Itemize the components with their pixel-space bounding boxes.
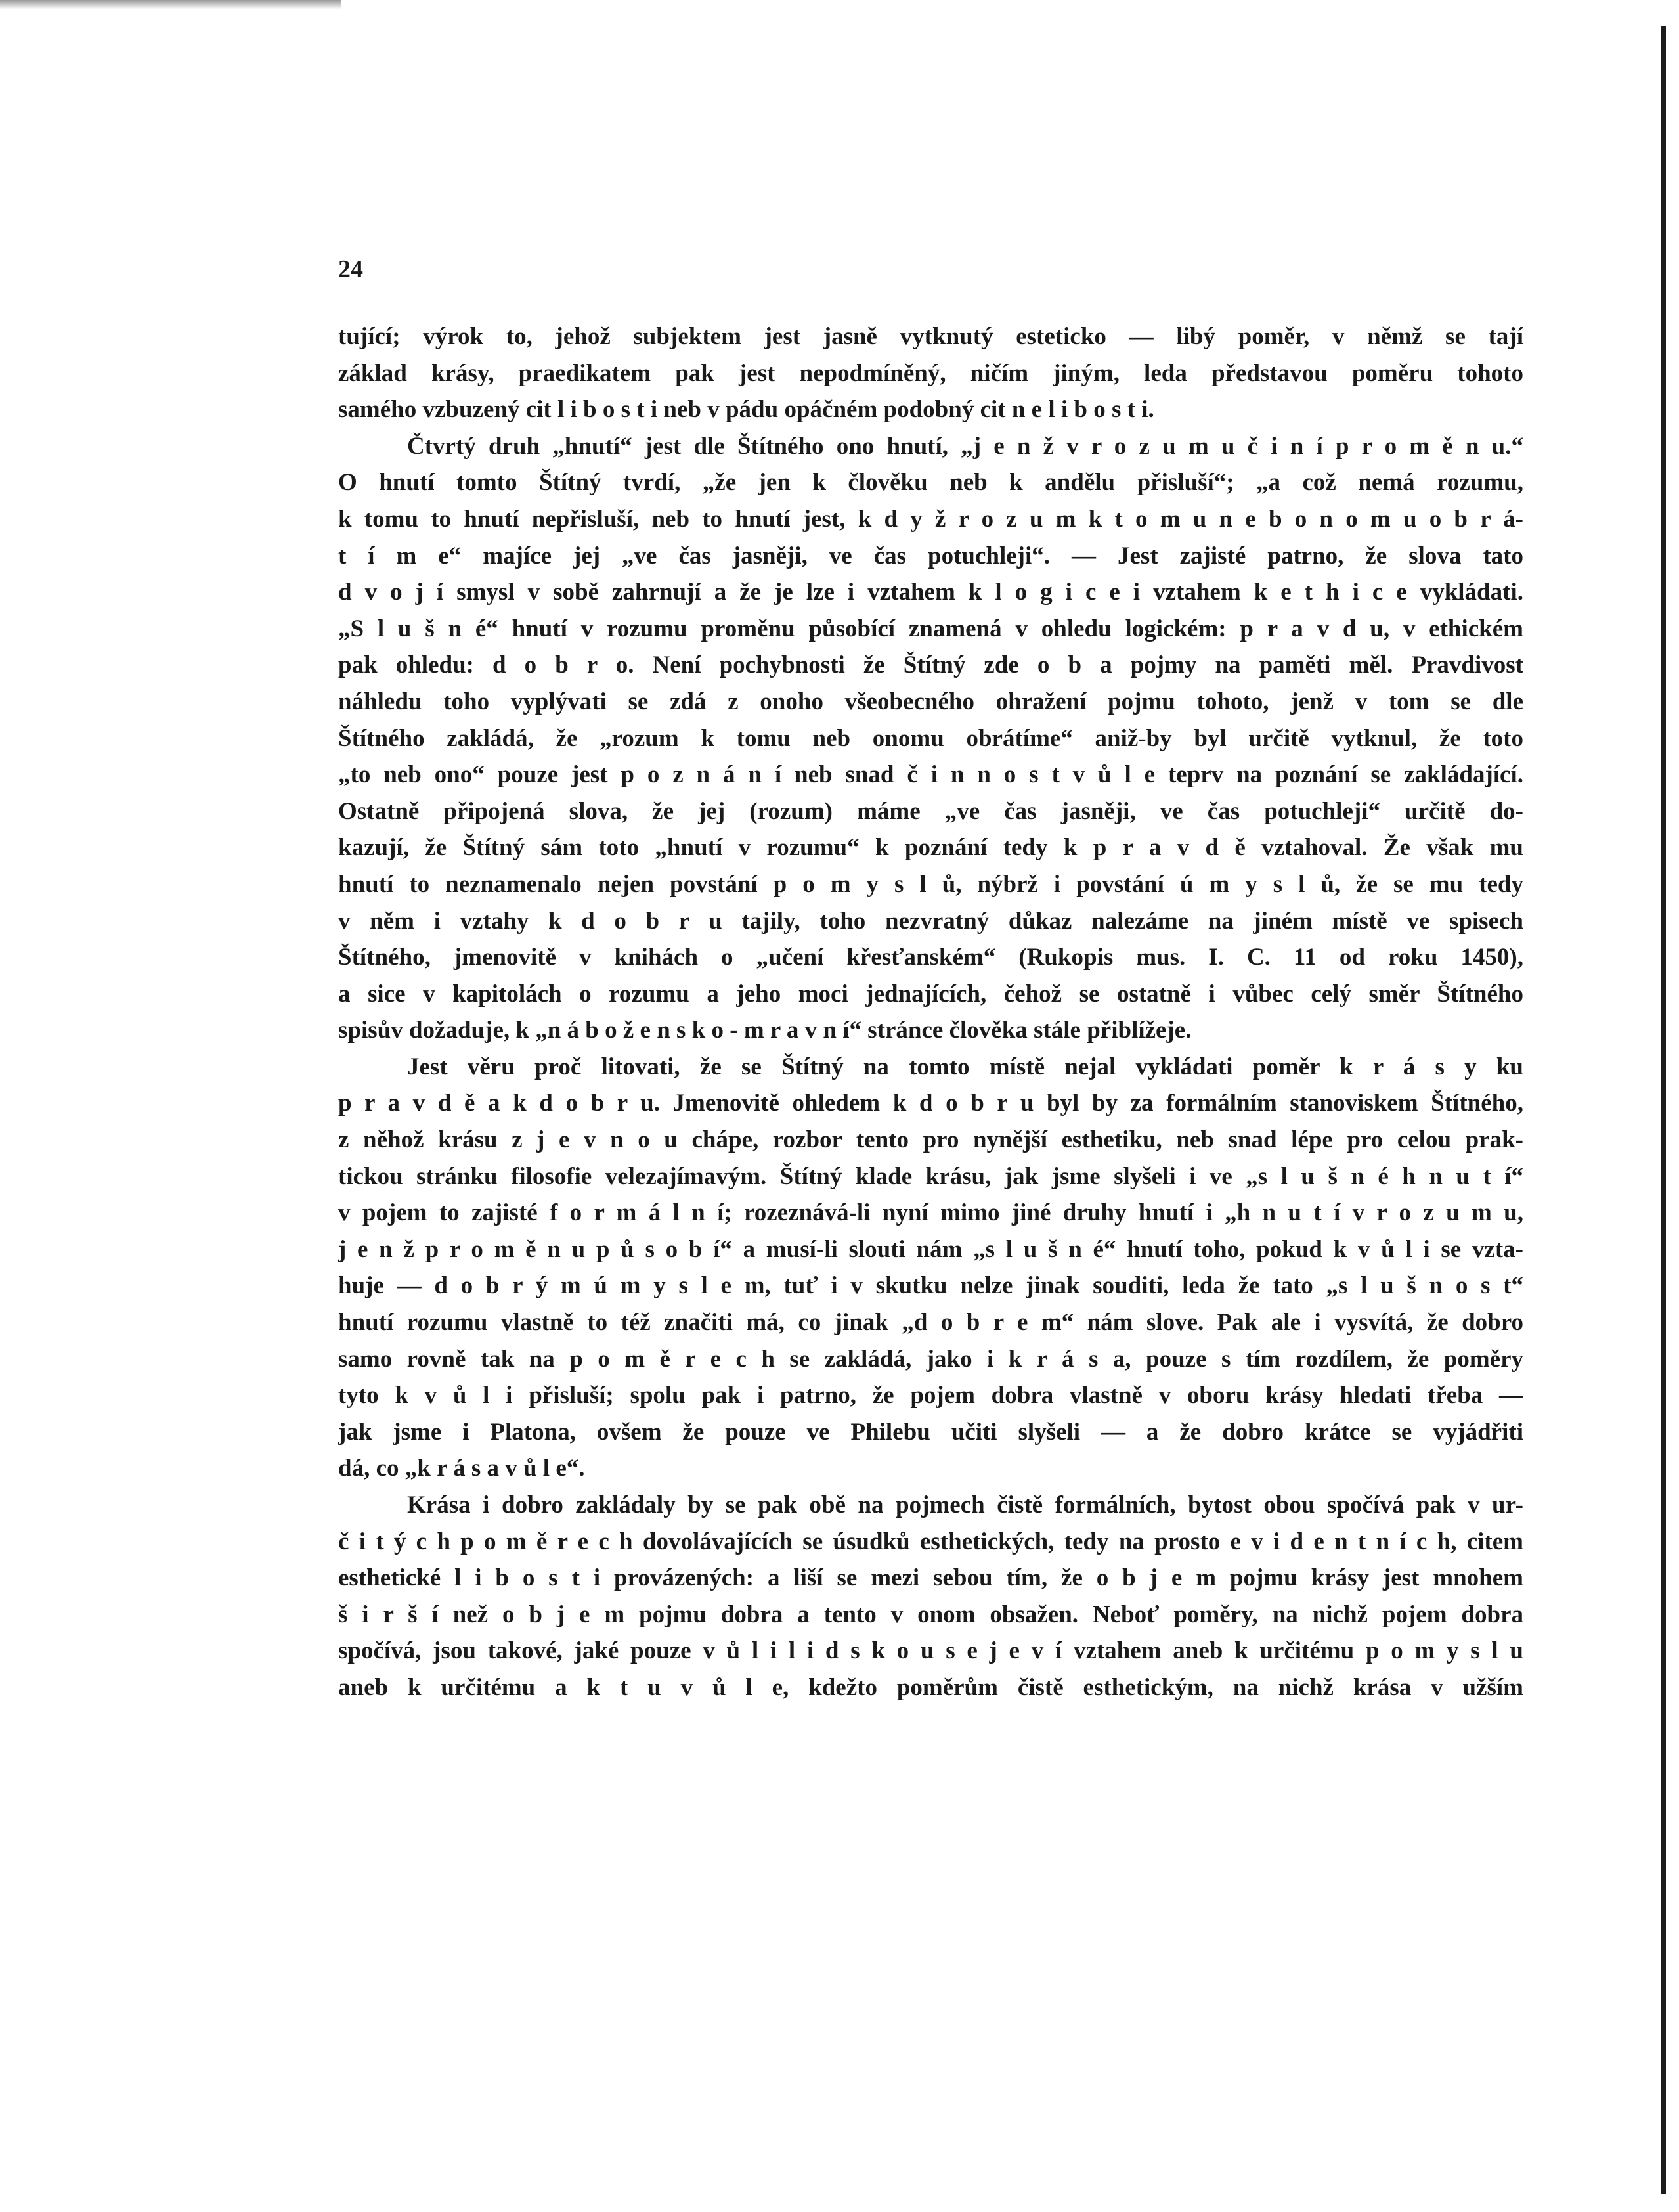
text-line: náhledu toho vyplývati se zdá z onoho všeobecného ohražení pojmu tohoto, jenž v tom se dle xyxy=(338,688,1523,715)
text-line: j e n ž p r o m ě n u p ů s o b í“ a musí-li slouti nám „s l u š n é“ hnutí toho, pokud k v ů l i se vzta- xyxy=(338,1235,1523,1263)
text-line: tyto k v ů l i přisluší; spolu pak i patrno, že pojem dobra vlastně v oboru krásy hledati třeba — xyxy=(338,1382,1523,1409)
body-text xyxy=(338,319,1523,1706)
text-line: esthetické l i b o s t i provázených: a liší se mezi sebou tím, že o b j e m pojmu krásy jest mnohem xyxy=(338,1564,1523,1592)
text-line: aneb k určitému a k t u v ů l e, kdežto poměrům čistě esthetickým, na nichž krása v užším xyxy=(338,1673,1523,1701)
text-line: dá, co „k r á s a v ů l e“. xyxy=(338,1455,585,1482)
text-line: Štítného, jmenovitě v knihách o „učení křesťanském“ (Rukopis mus. I. C. 11 od roku 1450), xyxy=(338,944,1523,971)
text-line: „to neb ono“ pouze jest p o z n á n í neb snad č i n n o s t v ů l e teprv na poznání se zakládající. xyxy=(338,761,1523,789)
text-line: kazují, že Štítný sám toto „hnutí v rozumu“ k poznání tedy k p r a v d ě vztahoval. Že však mu xyxy=(338,834,1523,862)
scan-edge-top xyxy=(0,0,341,9)
text-line: š i r š í než o b j e m pojmu dobra a tento v onom obsažen. Neboť poměry, na nichž pojem dobra xyxy=(338,1601,1523,1628)
text-line: huje — d o b r ý m ú m y s l e m, tuť i v skutku nelze jinak souditi, leda že tato „s l u š n o s t“ xyxy=(338,1272,1523,1300)
text-line: tující; výrok to, jehož subjektem jest jasně vytknutý esteticko — libý poměr, v němž se tají xyxy=(338,323,1523,350)
text-line: z něhož krásu z j e v n o u chápe, rozbor tento pro nynější esthetiku, neb snad lépe pro celou prak- xyxy=(338,1126,1523,1154)
page-number: 24 xyxy=(338,255,363,283)
paragraph-start-line: Krása i dobro zakládaly by se pak obě na pojmech čistě formálních, bytost obou spočívá pak v ur- xyxy=(407,1492,1523,1518)
text-line: v něm i vztahy k d o b r u tajily, toho nezvratný důkaz nalezáme na jiném místě ve spisech xyxy=(338,907,1523,935)
text-line: Ostatně připojená slova, že jej (rozum) máme „ve čas jasněji, ve čas potuchleji“ určitě do- xyxy=(338,797,1523,825)
paragraph-start-line: Jest věru proč litovati, že se Štítný na tomto místě nejal vykládati poměr k r á s y ku xyxy=(407,1053,1523,1080)
text-line: samo rovně tak na p o m ě r e c h se zakládá, jako i k r á s a, pouze s tím rozdílem, že poměry xyxy=(338,1345,1523,1373)
text-line: č i t ý c h p o m ě r e c h dovolávajících se úsudků esthetických, tedy na prosto e v i d e n t n í c h, citem xyxy=(338,1528,1523,1555)
text-line: jak jsme i Platona, ovšem že pouze ve Philebu učiti slyšeli — a že dobro krátce se vyjádřiti xyxy=(338,1418,1523,1446)
text-line: „S l u š n é“ hnutí v rozumu proměnu působící znamená v ohledu logickém: p r a v d u, v ethickém xyxy=(338,615,1523,642)
text-line: a sice v kapitolách o rozumu a jeho moci jednajících, čehož se ostatně i vůbec celý směr Štítného xyxy=(338,980,1523,1007)
text-line: základ krásy, praedikatem pak jest nepodmíněný, ničím jiným, leda představou poměru tohoto xyxy=(338,359,1523,387)
paragraph-start-line: Čtvrtý druh „hnutí“ jest dle Štítného ono hnutí, „j e n ž v r o z u m u č i n í p r o m ě n u.“ xyxy=(407,432,1523,460)
text-line: spisův dožaduje, k „n á b o ž e n s k o - m r a v n í“ stránce člověka stále přiblížeje. xyxy=(338,1017,1192,1044)
text-line: pak ohledu: d o b r o. Není pochybnosti že Štítný zde o b a pojmy na paměti měl. Pravdivost xyxy=(338,652,1523,679)
text-line: Štítného zakládá, že „rozum k tomu neb onomu obrátíme“ aniž-by byl určitě vytknul, že toto xyxy=(338,724,1523,752)
text-line: spočívá, jsou takové, jaké pouze v ů l i l i d s k o u s e j e v í vztahem aneb k určitému p o m y s l u xyxy=(338,1637,1523,1665)
text-line: v pojem to zajisté f o r m á l n í; rozeznává-li nyní mimo jiné druhy hnutí i „h n u t í v r o z u m u, xyxy=(338,1199,1523,1227)
text-line: t í m e“ majíce jej „ve čas jasněji, ve čas potuchleji“. — Jest zajisté patrno, že slova tato xyxy=(338,542,1523,569)
text-line: d v o j í smysl v sobě zahrnují a že je lze i vztahem k l o g i c e i vztahem k e t h i c e vykládati. xyxy=(338,579,1523,606)
text-line: p r a v d ě a k d o b r u. Jmenovitě ohledem k d o b r u byl by za formálním stanoviskem Štítného, xyxy=(338,1090,1523,1117)
text-line: tickou stránku filosofie velezajímavým. Štítný klade krásu, jak jsme slyšeli i ve „s l u š n é h n u t í“ xyxy=(338,1162,1523,1190)
text-line: samého vzbuzený cit l i b o s t i neb v pádu opáčném podobný cit n e l i b o s t i. xyxy=(338,396,1154,424)
text-line: O hnutí tomto Štítný tvrdí, „že jen k člověku neb k andělu přisluší“; „a což nemá rozumu, xyxy=(338,469,1523,497)
text-line: k tomu to hnutí nepřisluší, neb to hnutí jest, k d y ž r o z u m k t o m u n e b o n o m u o b r á- xyxy=(338,505,1523,533)
text-line: hnutí rozumu vlastně to též značiti má, co jinak „d o b r e m“ nám slove. Pak ale i vysvítá, že dobro xyxy=(338,1309,1523,1337)
scan-edge-right xyxy=(1661,26,1666,2194)
text-line: hnutí to neznamenalo nejen povstání p o m y s l ů, nýbrž i povstání ú m y s l ů, že se mu tedy xyxy=(338,870,1523,898)
